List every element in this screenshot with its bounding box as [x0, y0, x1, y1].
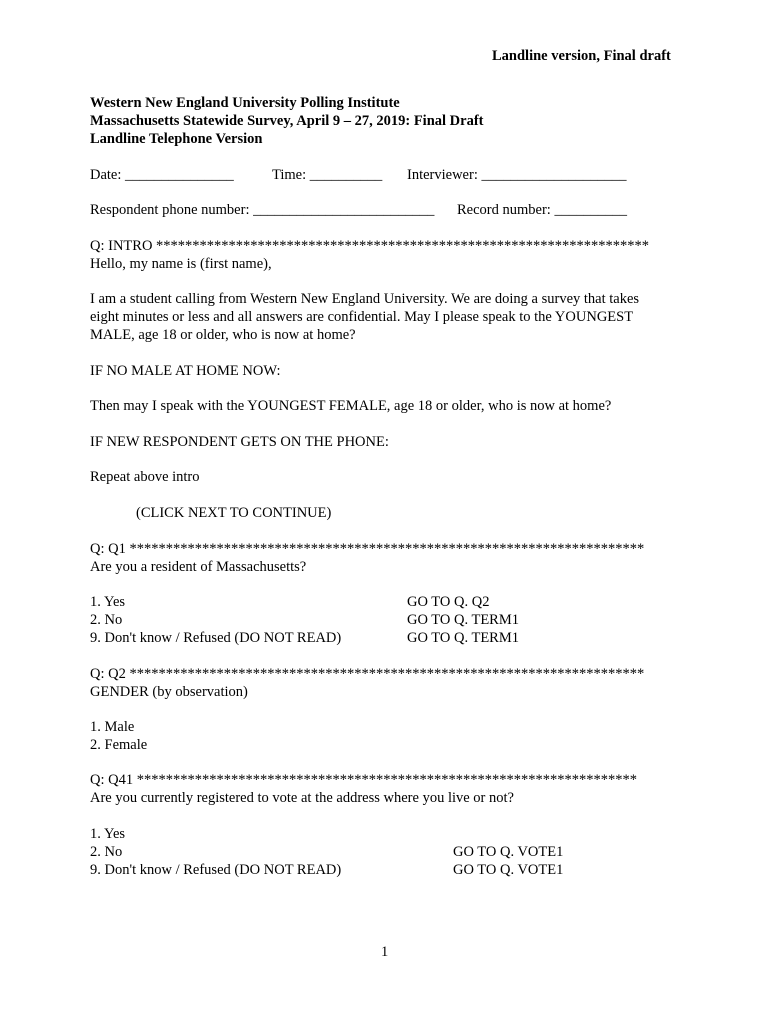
q1-option-goto: GO TO Q. TERM1	[407, 612, 519, 628]
title-version: Landline Telephone Version	[90, 131, 263, 147]
q1-option-goto: GO TO Q. TERM1	[407, 630, 519, 646]
q2-heading: Q: Q2 ***********************************************************************	[90, 666, 645, 682]
q1-option-label: 2. No	[90, 612, 123, 628]
q41-question: Are you currently registered to vote at the address where you live or not?	[90, 790, 514, 806]
q41-option-label: 1. Yes	[90, 826, 126, 842]
version-label: Landline version, Final draft	[492, 48, 671, 64]
intro-heading: Q: INTRO ********************************************************************	[90, 238, 650, 254]
date-field: Date: _______________	[90, 167, 234, 183]
intro-no-male: IF NO MALE AT HOME NOW:	[90, 363, 281, 379]
title-institute: Western New England University Polling Institute	[90, 95, 400, 111]
q2-option-label: 1. Male	[90, 719, 135, 735]
q1-option-label: 9. Don't know / Refused (DO NOT READ)	[90, 630, 342, 646]
record-field: Record number: __________	[457, 202, 627, 218]
page-number: 1	[381, 944, 389, 960]
title-survey: Massachusetts Statewide Survey, April 9 – 27, 2019: Final Draft	[90, 113, 484, 129]
q1-heading: Q: Q1 ***********************************************************************	[90, 541, 645, 557]
q1-option-label: 1. Yes	[90, 594, 126, 610]
q2-option-label: 2. Female	[90, 737, 148, 753]
intro-new-respondent: IF NEW RESPONDENT GETS ON THE PHONE:	[90, 434, 389, 450]
intro-para-line1: I am a student calling from Western New England University. We are doing a survey that takes	[90, 291, 640, 307]
q2-question: GENDER (by observation)	[90, 684, 248, 700]
q41-option-goto: GO TO Q. VOTE1	[453, 844, 564, 860]
q41-option-label: 9. Don't know / Refused (DO NOT READ)	[90, 862, 342, 878]
interviewer-field: Interviewer: ____________________	[407, 167, 627, 183]
intro-hello: Hello, my name is (first name),	[90, 256, 272, 272]
intro-para-line3: MALE, age 18 or older, who is now at home?	[90, 327, 356, 343]
q41-option-goto: GO TO Q. VOTE1	[453, 862, 564, 878]
q41-option-label: 2. No	[90, 844, 123, 860]
time-field: Time: __________	[272, 167, 383, 183]
q1-option-goto: GO TO Q. Q2	[407, 594, 490, 610]
q1-question: Are you a resident of Massachusetts?	[90, 559, 307, 575]
intro-para-line2: eight minutes or less and all answers are confidential. May I please speak to the YOUNGEST	[90, 309, 634, 325]
phone-field: Respondent phone number: _________________________	[90, 202, 435, 218]
intro-repeat: Repeat above intro	[90, 469, 200, 485]
intro-then: Then may I speak with the YOUNGEST FEMALE, age 18 or older, who is now at home?	[90, 398, 612, 414]
q41-heading: Q: Q41 *********************************************************************	[90, 772, 637, 788]
intro-click-next: (CLICK NEXT TO CONTINUE)	[136, 505, 332, 521]
